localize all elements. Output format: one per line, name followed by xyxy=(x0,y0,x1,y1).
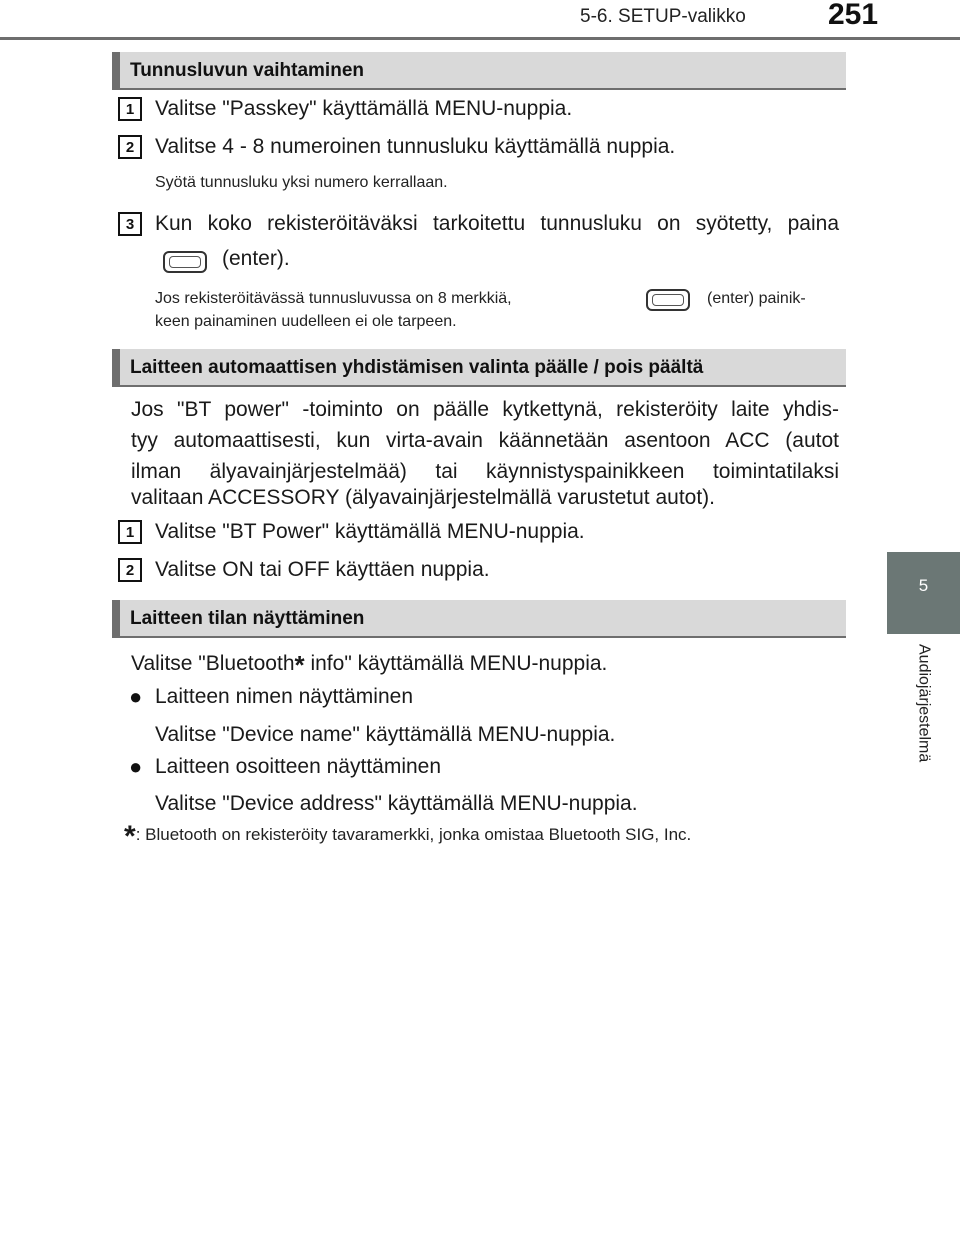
step-text: Valitse 4 - 8 numeroinen tunnusluku käyttämällä nuppia. xyxy=(155,135,676,158)
footnote-star: * xyxy=(124,820,136,853)
intro-text xyxy=(131,646,608,680)
step-note: keen painaminen uudelleen ei ole tarpeen. xyxy=(155,313,457,330)
step-badge: 2 xyxy=(118,135,142,159)
step-text: Valitse ON tai OFF käyttäen nuppia. xyxy=(155,558,490,581)
enter-button-icon xyxy=(646,289,690,311)
bullet-icon: ● xyxy=(129,684,143,709)
chapter-number: 5 xyxy=(918,576,929,595)
bullet-icon: ● xyxy=(129,754,143,779)
chapter-tab xyxy=(887,552,960,634)
section-heading-auto-connect xyxy=(112,349,846,387)
bullet-text: Valitse "Device address" käyttämällä MENU-nuppia. xyxy=(155,792,638,815)
page-number: 251 xyxy=(828,0,879,31)
section-heading-text: Tunnusluvun vaihtaminen xyxy=(130,60,364,81)
section-heading-device-status xyxy=(112,600,846,638)
enter-button-icon xyxy=(163,251,207,273)
step-note: Jos rekisteröitävässä tunnusluvussa on 8 merkkiä, xyxy=(155,290,512,307)
paragraph-line: valitaan ACCESSORY (älyavainjärjestelmällä varustetut autot). xyxy=(131,486,716,509)
step-text: Kun koko rekisteröitäväksi tarkoitettu tunnusluku on syötetty, paina xyxy=(155,212,839,235)
step-note: Syötä tunnusluku yksi numero kerrallaan. xyxy=(155,174,448,191)
section-heading-passkey xyxy=(112,52,846,90)
paragraph-line: ilman älyavainjärjestelmää) tai käynnistyspainikkeen toimintatilaksi xyxy=(131,460,839,483)
paragraph-line: tyy automaattisesti, kun virta-avain käännetään asentoon ACC (autot xyxy=(131,429,839,452)
section-heading-text: Laitteen tilan näyttäminen xyxy=(130,608,365,629)
running-header-section: 5-6. SETUP-valikko xyxy=(580,6,746,27)
footnote-marker: * xyxy=(294,650,305,680)
step-text-continued: (enter). xyxy=(222,247,290,270)
step-badge: 1 xyxy=(118,520,142,544)
intro-text-b: info" käyttämällä MENU-nuppia. xyxy=(304,652,608,675)
header-rule xyxy=(0,37,960,40)
bullet-title: Laitteen nimen näyttäminen xyxy=(155,685,413,708)
step-text: Valitse "BT Power" käyttämällä MENU-nuppia. xyxy=(155,520,585,543)
intro-text-a: Valitse "Bluetooth xyxy=(131,652,295,675)
chapter-label: Audiojärjestelmä xyxy=(915,644,933,763)
bullet-text: Valitse "Device name" käyttämällä MENU-nuppia. xyxy=(155,723,616,746)
step-note-continued: (enter) painik- xyxy=(707,290,806,307)
footnote xyxy=(124,820,691,854)
paragraph-line: Jos "BT power" -toiminto on päälle kytkettynä, rekisteröity laite yhdis- xyxy=(131,398,839,421)
section-heading-text: Laitteen automaattisen yhdistämisen valinta päälle / pois päältä xyxy=(130,357,704,378)
footnote-text: : Bluetooth on rekisteröity tavaramerkki, jonka omistaa Bluetooth SIG, Inc. xyxy=(135,825,692,844)
step-badge: 1 xyxy=(118,97,142,121)
bullet-title: Laitteen osoitteen näyttäminen xyxy=(155,755,442,778)
step-badge: 2 xyxy=(118,558,142,582)
step-text: Valitse "Passkey" käyttämällä MENU-nuppia. xyxy=(155,97,573,120)
step-badge: 3 xyxy=(118,212,142,236)
